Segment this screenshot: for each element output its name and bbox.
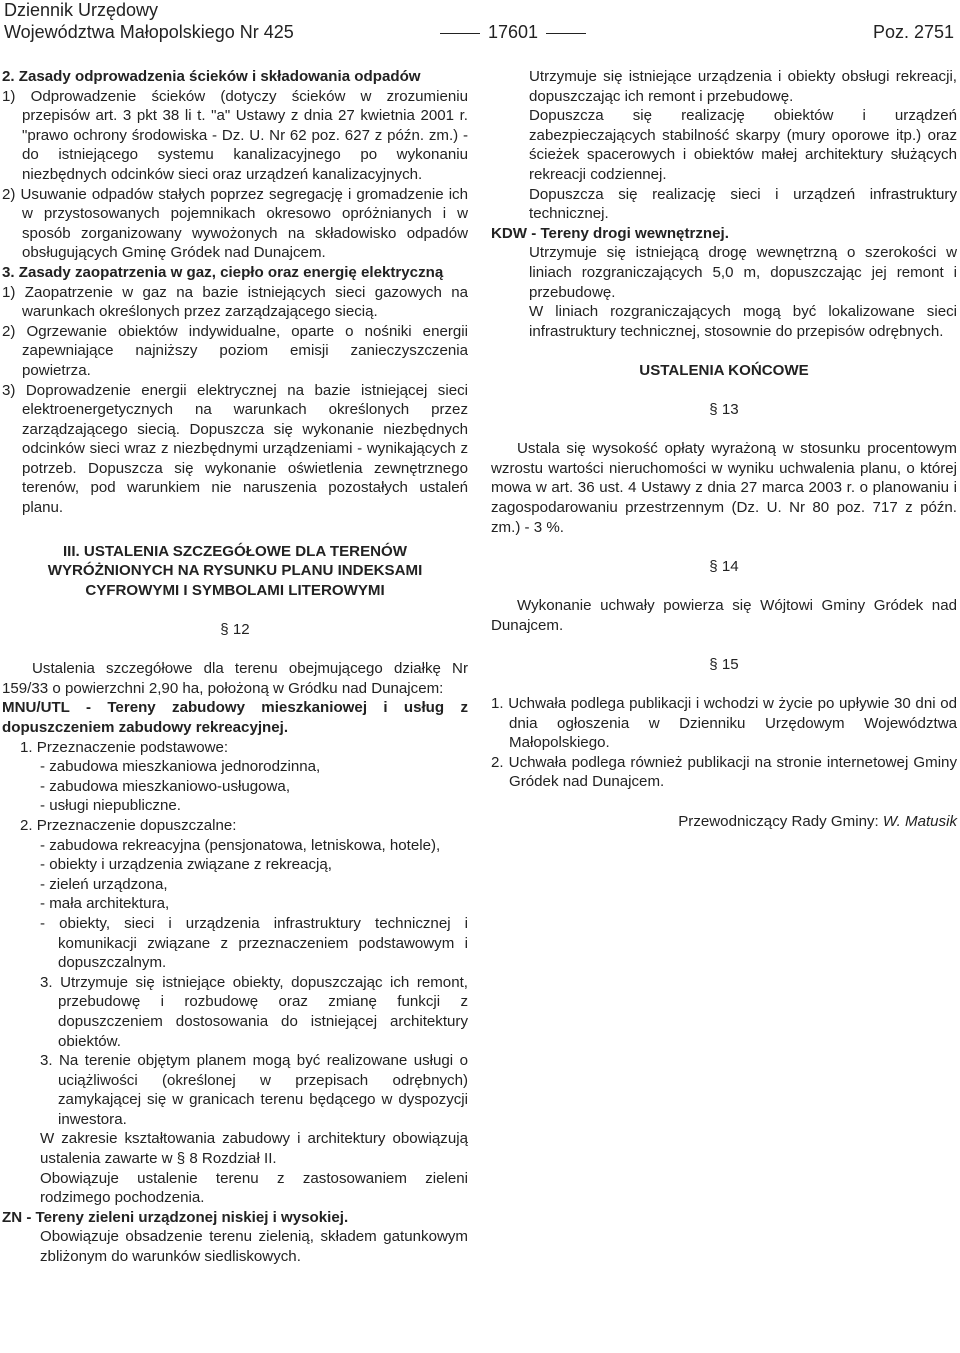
- final-provisions-title: USTALENIA KOŃCOWE: [639, 361, 809, 379]
- paragraph-13-heading: § 13: [709, 401, 739, 419]
- page-number: [432, 21, 594, 43]
- section-2-point-1: 1) Odprowadzenie ścieków (dotyczy ścieków w zrozumieniu przepisów art. 3 pkt 38 li t. "a" Ustawy z dnia 27 kwietnia 2001 r. "prawo ochrony środowiska - Dz. U. Nr 62 poz. 627 z późn. zm.) - do istniejącego systemu kanalizacyjnego po wykonaniu niezbędnych odcinków sieci oraz urządzeń kanalizacyjnych.: [2, 87, 468, 183]
- mnu-point-2-item: - obiekty i urządzenia związane z rekreacją,: [40, 856, 332, 874]
- zn-paragraph-3: Dopuszcza się realizację sieci i urządzeń infrastruktury technicznej.: [529, 185, 957, 223]
- zn-title: ZN - Tereny zieleni urządzonej niskiej i wysokiej.: [2, 1208, 349, 1226]
- chapter-3-title-line-2: WYRÓŻNIONYCH NA RYSUNKU PLANU INDEKSAMI: [47, 562, 423, 580]
- paragraph-12-text: Ustalenia szczegółowe dla terenu obejmującego działkę Nr 159/33 o powierzchni 2,90 ha, położoną w Gródku nad Dunajcem:: [2, 660, 468, 697]
- mnu-point-3b-paragraph-2: W zakresie kształtowania zabudowy i architektury obowiązują ustalenia zawarte w § 8 Rozdział II.: [40, 1130, 468, 1168]
- paragraph-15-item: 2. Uchwała podlega również publikacji na stronie internetowej Gminy Gródek nad Dunajcem.: [491, 753, 957, 791]
- paragraph-14-heading: § 14: [709, 557, 739, 575]
- mnu-point-3b-paragraph-3: Obowiązuje ustalenie terenu z zastosowaniem zieleni rodzimego pochodzenia.: [40, 1169, 468, 1207]
- voivodeship-issue: Województwa Małopolskiego Nr 425: [4, 22, 294, 42]
- section-3-title: 3. Zasady zaopatrzenia w gaz, ciepło oraz energię elektryczną: [2, 263, 444, 281]
- paragraph-15-item: 1. Uchwała podlega publikacji i wchodzi w życie po upływie 30 dni od dnia ogłoszenia w Dzienniku Urzędowym Województwa Małopolskiego.: [491, 695, 957, 752]
- right-column: [491, 67, 957, 831]
- mnu-point-1-item: - zabudowa mieszkaniowa jednorodzinna,: [40, 758, 321, 776]
- kdw-title: KDW - Tereny drogi wewnętrznej.: [491, 224, 729, 242]
- mnu-point-1-item: - zabudowa mieszkaniowo-usługowa,: [40, 777, 291, 795]
- mnu-point-2: 2. Przeznaczenie dopuszczalne:: [20, 816, 237, 834]
- paragraph-12-heading: § 12: [220, 621, 250, 639]
- kdw-paragraph-2: W liniach rozgraniczających mogą być lokalizowane sieci infrastruktury technicznej, stosownie do przepisów odrębnych.: [529, 303, 957, 340]
- mnu-point-3: 3. Utrzymuje się istniejące obiekty, dopuszczając ich remont, przebudowę i rozbudowę oraz zmianę funkcji z dopuszczeniem dostosowania do istniejącej architektury obiektów.: [40, 973, 468, 1050]
- mnu-point-1: 1. Przeznaczenie podstawowe:: [20, 738, 229, 756]
- page-header: [4, 0, 954, 44]
- paragraph-15-heading: § 15: [709, 655, 739, 673]
- left-column: [2, 67, 468, 1267]
- mnu-utl-title: MNU/UTL - Tereny zabudowy mieszkaniowej i usług z dopuszczeniem zabudowy rekreacyjnej.: [2, 699, 468, 736]
- paragraph-14-text: Wykonanie uchwały powierza się Wójtowi Gminy Gródek nad Dunajcem.: [491, 597, 957, 634]
- section-3-point-2: 2) Ogrzewanie obiektów indywidualne, oparte o nośniki energii zapewniające najniższy poziom emisji zanieczyszczenia powietrza.: [2, 322, 468, 379]
- mnu-point-2-item: - zabudowa rekreacyjna (pensjonatowa, letniskowa, hotele),: [40, 836, 441, 854]
- signature-name: W. Matusik: [882, 812, 957, 830]
- chapter-3-title-line-3: CYFROWYMI I SYMBOLAMI LITEROWYMI: [85, 581, 385, 599]
- chapter-3-title-line-1: III. USTALENIA SZCZEGÓŁOWE DLA TERENÓW: [62, 542, 408, 560]
- signature-line: [491, 812, 957, 832]
- page-number-value: 17601: [488, 22, 539, 42]
- zn-text: Obowiązuje obsadzenie terenu zielenią, składem gatunkowym zbliżonym do warunków siedliskowych.: [40, 1228, 468, 1266]
- section-3-point-3: 3) Doprowadzenie energii elektrycznej na bazie istniejącej sieci elektroenergetycznych na warunkach określonych przez zarządzającego siecią. Dopuszcza się wykonanie niezbędnych odcinków sieci wraz z niezbędnymi urządzeniami - wynikających z potrzeb. Dopuszcza się wykonanie oświetlenia zewnętrznego terenów, pod warunkiem nie naruszenia pozostałych ustaleń planu.: [2, 381, 468, 517]
- kdw-paragraph-1: Utrzymuje się istniejącą drogę wewnętrzną o szerokości w liniach rozgraniczających 5,0 m, dopuszczając jej remont i przebudowę.: [529, 244, 957, 301]
- position-number: Poz. 2751: [872, 22, 954, 42]
- mnu-point-2-item: - obiekty, sieci i urządzenia infrastruktury technicznej i komunikacji związane z przeznaczeniem podstawowym i dopuszczalnym.: [40, 914, 468, 972]
- section-2-point-2: 2) Usuwanie odpadów stałych poprzez segregację i gromadzenie ich w przystosowanych pojemnikach okresowo opróżnianych i w sposób zorganizowany wywożonych na składowisko odpadów obsługujących Gminę Gródek nad Dunajcem.: [2, 185, 468, 262]
- signature-label: Przewodniczący Rady Gminy:: [678, 812, 883, 830]
- mnu-point-2-item: - zieleń urządzona,: [40, 875, 168, 893]
- mnu-point-1-item: - usługi niepubliczne.: [40, 797, 181, 815]
- journal-title: Dziennik Urzędowy: [4, 0, 159, 20]
- section-3-point-1: 1) Zaopatrzenie w gaz na bazie istniejących sieci gazowych na warunkach określonych przez zarządzającego siecią.: [2, 283, 468, 321]
- zn-paragraph-2: Dopuszcza się realizację obiektów i urządzeń zabezpieczających stabilność skarpy (mury oporowe itp.) oraz ścieżek spacerowych i obiektów małej architektury służących rekreacji codziennej.: [529, 107, 957, 183]
- mnu-point-3b: 3. Na terenie objętym planem mogą być realizowane usługi o uciążliwości (określonej w przepisach odrębnych) zamykającej się w granicach terenu będącego w dyspozycji inwestora.: [40, 1052, 468, 1128]
- mnu-point-2-item: - mała architektura,: [40, 895, 170, 913]
- zn-paragraph-1: Utrzymuje się istniejące urządzenia i obiekty obsługi rekreacji, dopuszczając ich remont i przebudowę.: [529, 68, 957, 105]
- section-2-title: 2. Zasady odprowadzenia ścieków i składowania odpadów: [2, 68, 421, 85]
- paragraph-13-text: Ustala się wysokość opłaty wyrażoną w stosunku procentowym wzrostu wartości nieruchomości w wyniku uchwalenia planu, o której mowa w art. 36 ust. 4 Ustawy z dnia 27 marca 2003 r. o planowaniu i zagospodarowaniu przestrzennym (Dz. U. Nr 80 poz. 717 z późn. zm.) - 3 %.: [491, 440, 957, 536]
